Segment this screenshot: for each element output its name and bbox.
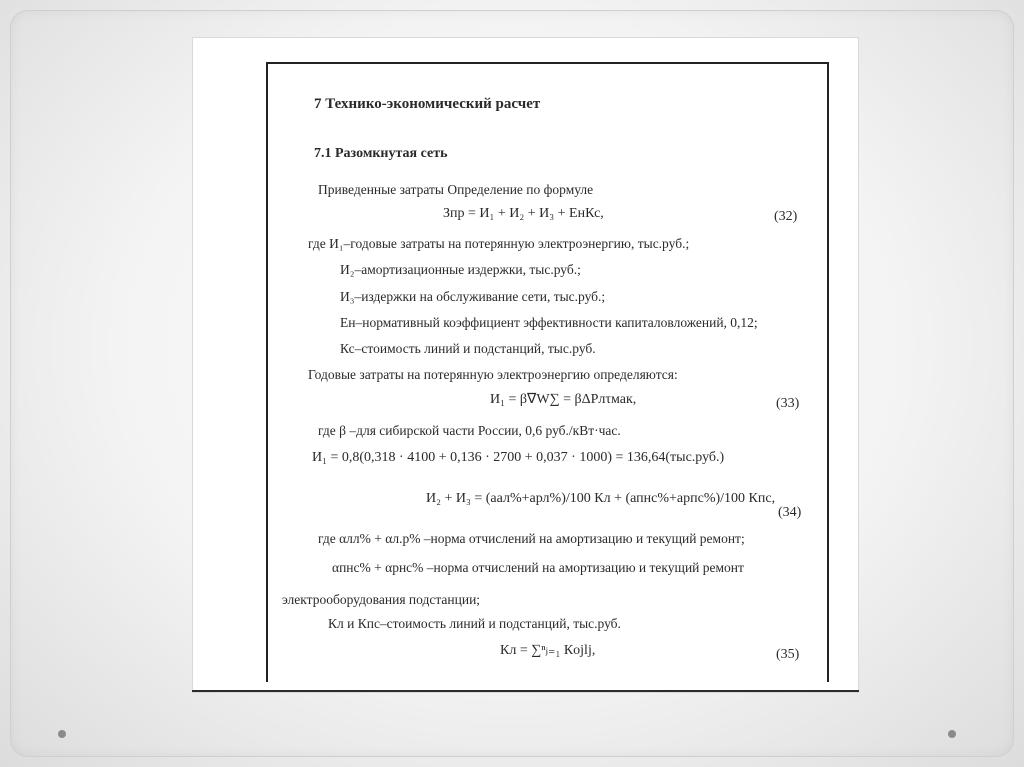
equation: Зпр = И₁ + И₂ + И₃ + ЕнКс, — [443, 206, 604, 221]
equation: И₁ = 0,8(0,318 · 4100 + 0,136 · 2700 + 0,037 · 1000) = 136,64(тыс.руб.) — [312, 450, 725, 465]
equation: И₁ = β∇W∑ = βΔPлτмак, — [490, 392, 637, 407]
text-line: Кс–стоимость линий и подстанций, тыс.руб. — [340, 341, 596, 356]
slide-dot-right — [948, 730, 956, 738]
page-bottom-rule — [192, 690, 859, 692]
equation: И₂ + И₃ = (аал%+арл%)/100 Кл + (апнс%+арпс%)/100 Кпс, — [426, 491, 776, 506]
text-line: где И₁–годовые затраты на потерянную электроэнергию, тыс.руб.; — [308, 236, 690, 251]
text-line: где β –для сибирской части России, 0,6 руб./кВт·час. — [318, 423, 621, 438]
equation-number: (35) — [776, 647, 800, 662]
text-line: Ен–нормативный коэффициент эффективности капиталовложений, 0,12; — [340, 315, 758, 330]
equation-number: (34) — [778, 505, 802, 520]
text-line: Приведенные затраты Определение по формуле — [318, 182, 594, 197]
text-line: αпнс% + αрнс% –норма отчислений на амортизацию и текущий ремонт — [332, 560, 744, 575]
text-line: Годовые затраты на потерянную электроэнергию определяются: — [308, 367, 678, 382]
section-heading: 7 Технико-экономический расчет — [314, 96, 541, 112]
equation-number: (33) — [776, 396, 800, 411]
text-line: где αлл% + αл.р% –норма отчислений на амортизацию и текущий ремонт; — [318, 531, 745, 546]
subsection-heading: 7.1 Разомкнутая сеть — [314, 146, 448, 161]
text-line: И₃–издержки на обслуживание сети, тыс.руб.; — [340, 289, 606, 304]
equation: Кл = ∑ⁿⱼ₌₁ Кojlj, — [500, 643, 596, 658]
equation-number: (32) — [774, 209, 798, 224]
text-line: И₂–амортизационные издержки, тыс.руб.; — [340, 262, 581, 277]
slide-dot-left — [58, 730, 66, 738]
text-line: электрооборудования подстанции; — [282, 592, 481, 607]
text-line: Кл и Кпс–стоимость линий и подстанций, тыс.руб. — [328, 616, 621, 631]
